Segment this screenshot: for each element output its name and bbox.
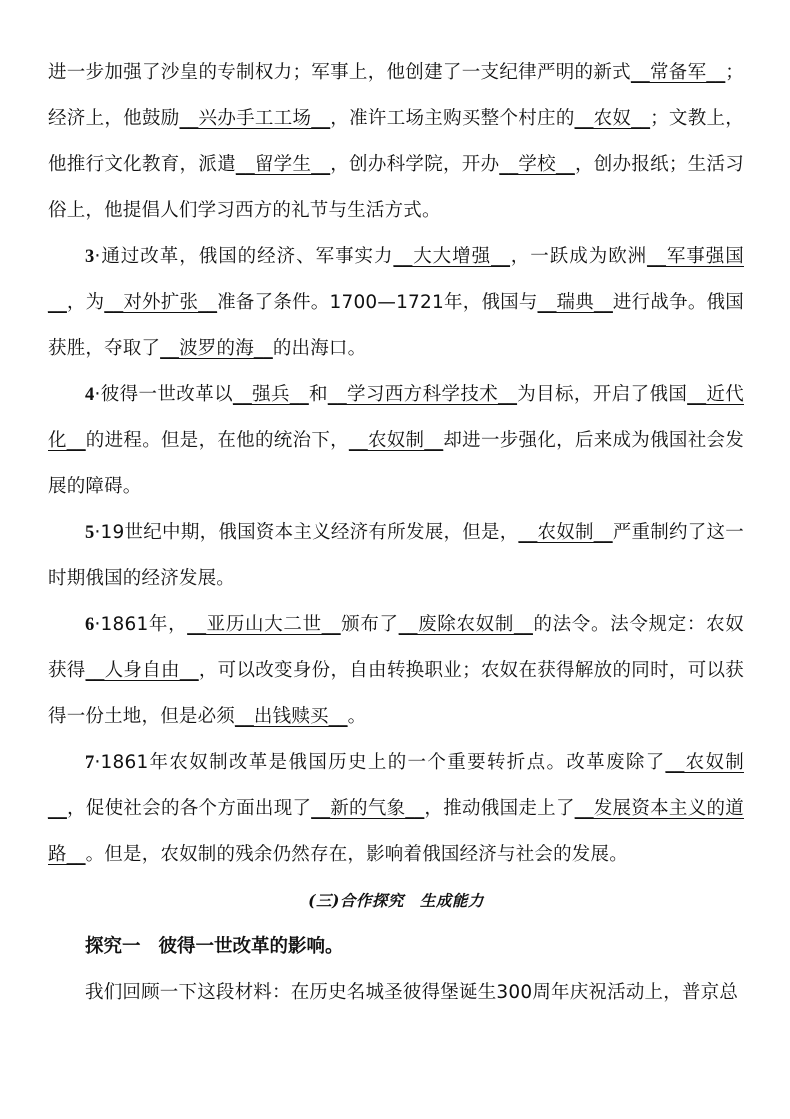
item-number: 6 xyxy=(85,615,95,635)
text: 的进程。但是，在他的统治下， xyxy=(85,430,349,451)
answer-blank: __强兵__ xyxy=(233,384,309,405)
explore-label: 探究一 xyxy=(85,936,141,957)
answer-blank: __学习西方科学技术__ xyxy=(327,384,518,405)
text: 。 xyxy=(347,706,367,727)
answer-blank: __瑞典__ xyxy=(537,292,613,313)
text: 却进一步强化，后来成为俄国社会发展的障碍。 xyxy=(48,430,744,497)
answer-blank: __亚历山大二世__ xyxy=(187,614,341,635)
text: ，创办报纸；生活习俗上，他提倡人们学习西方的礼节与生活方式。 xyxy=(48,154,744,221)
paragraph-item-6 xyxy=(48,602,744,740)
text: 的法令。法令规定：农奴获得 xyxy=(48,614,744,681)
text: ·通过改革，俄国的经济、军事实力 xyxy=(94,246,394,267)
text: ；文教上，他推行文化教育，派遣 xyxy=(48,108,744,175)
answer-blank: __大大增强__ xyxy=(393,246,511,267)
text: ，推动俄国走上了 xyxy=(424,798,575,819)
answer-blank: __农奴制__ xyxy=(348,430,444,451)
answer-blank: __新的气象__ xyxy=(311,798,425,819)
text: 进行战争。俄国获胜，夺取了 xyxy=(48,292,744,359)
explore-title: 彼得一世改革的影响。 xyxy=(158,936,344,957)
text: 严重制约了这一时期俄国的经济发展。 xyxy=(48,522,744,589)
text: ·1861年农奴制改革是俄国历史上的一个重要转折点。改革废除了 xyxy=(94,752,666,773)
paragraph-item-4 xyxy=(48,372,744,510)
text: ·19世纪中期，俄国资本主义经济有所发展，但是， xyxy=(94,522,519,543)
answer-blank: __兴办手工工场__ xyxy=(179,108,331,129)
text: ，创办科学院，开办 xyxy=(330,154,500,175)
paragraph-reform-content xyxy=(48,50,744,234)
text: ，可以改变身份，自由转换职业；农奴在获得解放的同时，可以获得一份土地，但是必须 xyxy=(48,660,744,727)
answer-blank: __农奴制__ xyxy=(518,522,613,543)
paragraph-item-5 xyxy=(48,510,744,602)
text: ，准许工场主购买整个村庄的 xyxy=(330,108,575,129)
answer-blank: __波罗的海__ xyxy=(160,338,273,359)
item-number: 3 xyxy=(85,247,95,267)
text: 为目标，开启了俄国 xyxy=(517,384,688,405)
item-number: 5 xyxy=(85,523,95,543)
text: 准备了条件。1700—1721年，俄国与 xyxy=(217,292,538,313)
paragraph-material: 我们回顾一下这段材料：在历史名城圣彼得堡诞生300周年庆祝活动上，普京总 xyxy=(85,982,739,1003)
text: ，一跃成为欧洲 xyxy=(510,246,648,267)
answer-blank: __农奴__ xyxy=(574,108,651,129)
explore-heading xyxy=(48,924,744,970)
text: 的出海口。 xyxy=(272,338,367,359)
item-number: 7 xyxy=(85,753,95,773)
answer-blank: __学校__ xyxy=(499,154,575,175)
answer-blank: __农奴制__ xyxy=(48,752,744,819)
text: 进一步加强了沙皇的专制权力；军事上，他创建了一支纪律严明的新式 xyxy=(48,62,631,83)
paragraph-item-7 xyxy=(48,740,744,878)
worksheet-page xyxy=(48,50,744,1016)
answer-blank: __废除农奴制__ xyxy=(398,614,533,635)
text: 。但是，农奴制的残余仍然存在，影响着俄国经济与社会的发展。 xyxy=(85,844,628,865)
text: ，促使社会的各个方面出现了 xyxy=(66,798,312,819)
text: ，为 xyxy=(66,292,105,313)
section-heading: (三)合作探究 生成能力 xyxy=(308,891,484,910)
answer-blank: __出钱赎买__ xyxy=(235,706,348,727)
paragraph-item-3 xyxy=(48,234,744,372)
item-number: 4 xyxy=(85,385,95,405)
answer-blank: __人身自由__ xyxy=(85,660,199,681)
text: ·1861年， xyxy=(94,614,188,635)
answer-blank: __留学生__ xyxy=(235,154,331,175)
text: 颁布了 xyxy=(340,614,399,635)
text: ；经济上，他鼓励 xyxy=(48,62,744,129)
answer-blank: __近代化__ xyxy=(48,384,744,451)
answer-blank: __军事强国__ xyxy=(48,246,744,313)
text: 和 xyxy=(308,384,328,405)
text: ·彼得一世改革以 xyxy=(94,384,233,405)
answer-blank: __常备军__ xyxy=(630,62,726,83)
answer-blank: __发展资本主义的道路__ xyxy=(48,798,744,865)
answer-blank: __对外扩张__ xyxy=(104,292,218,313)
